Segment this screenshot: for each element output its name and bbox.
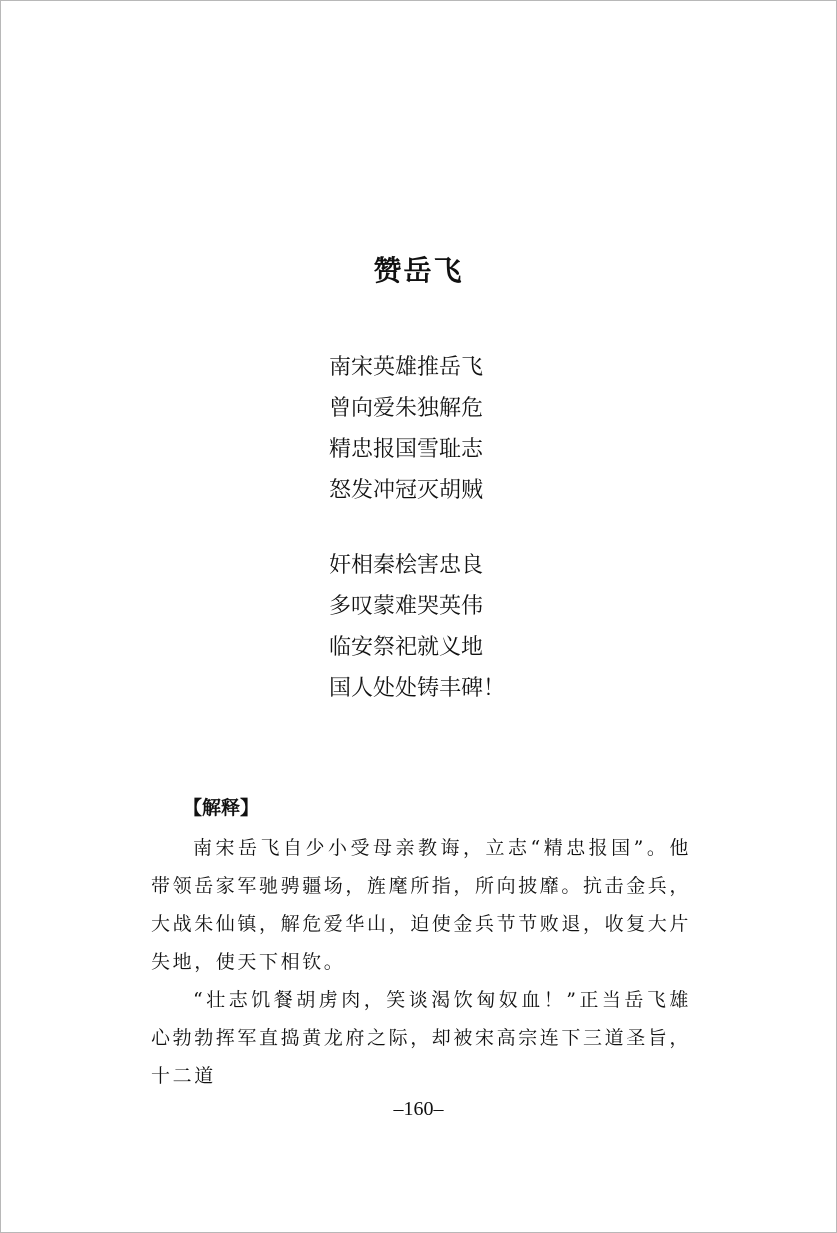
poem-line: 怒发冲冠灭胡贼 bbox=[329, 478, 484, 503]
poem-stanza bbox=[329, 545, 549, 709]
poem-line: 南宋英雄推岳飞 bbox=[329, 355, 484, 380]
poem-line: 曾向爱朱独解危 bbox=[329, 396, 484, 421]
poem-line: 奸相秦桧害忠良 bbox=[329, 553, 484, 578]
explanation-paragraph: 南宋岳飞自少小受母亲教诲，立志“精忠报国”。他带领岳家军驰骋疆场，旌麾所指，所向披靡。抗击金兵，大战朱仙镇，解危爱华山，迫使金兵节节败退，收复大片失地，使天下相钦。 bbox=[151, 837, 692, 973]
poem-stanza bbox=[329, 347, 549, 511]
poem-line: 多叹蒙难哭英伟 bbox=[329, 594, 484, 619]
poem-line: 临安祭祀就义地 bbox=[329, 635, 484, 660]
poem-title: 赞岳飞 bbox=[373, 254, 464, 287]
explanation-paragraph: “壮志饥餐胡虏肉，笑谈渴饮匈奴血！”正当岳飞雄心勃勃挥军直捣黄龙府之际，却被宋高宗连下三道圣旨，十二道 bbox=[151, 989, 692, 1087]
page-number: –160– bbox=[393, 1098, 444, 1120]
section-heading: 【解释】 bbox=[183, 797, 260, 819]
poem-body bbox=[329, 347, 549, 709]
explanation-section bbox=[151, 791, 691, 1095]
poem-line: 国人处处铸丰碑！ bbox=[329, 676, 506, 701]
poem-line: 精忠报国雪耻志 bbox=[329, 437, 484, 462]
